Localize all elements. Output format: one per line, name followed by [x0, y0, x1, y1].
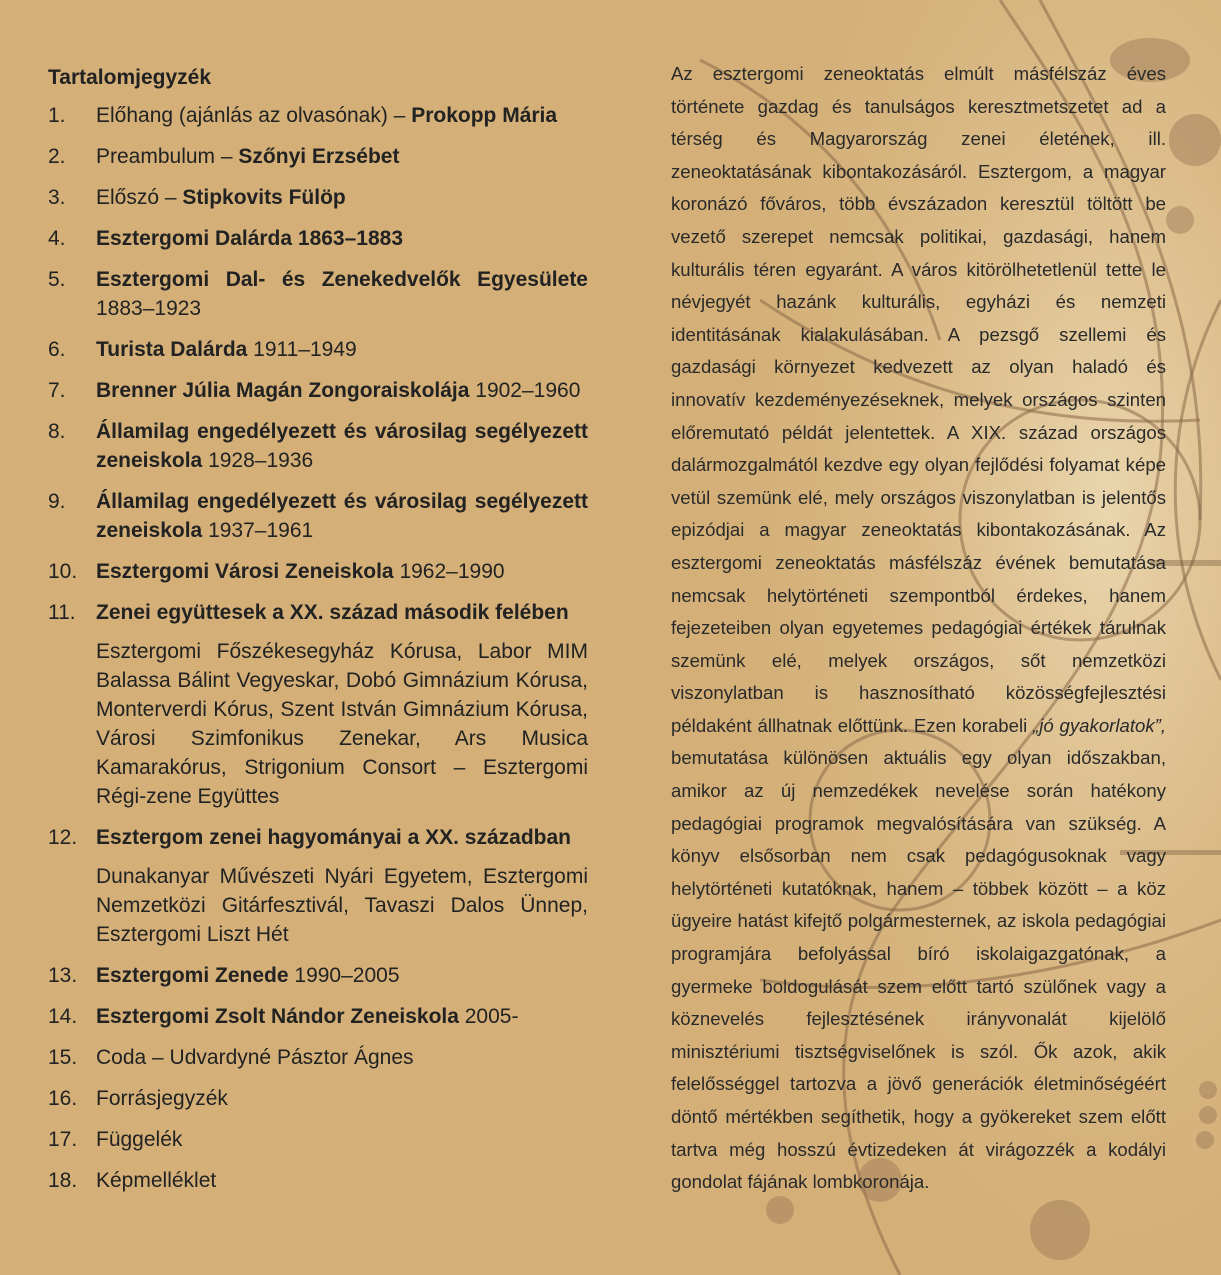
toc-item-entry	[96, 1084, 588, 1113]
toc-item-number: 11.	[48, 601, 76, 624]
toc-item	[48, 1043, 588, 1072]
toc-item	[48, 1002, 588, 1031]
toc-item-number: 10.	[48, 560, 78, 583]
toc-item-years: 1962–1990	[393, 560, 505, 583]
toc-item-number: 18.	[48, 1169, 78, 1192]
toc-item-number: 12.	[48, 826, 78, 849]
toc-item-number: 4.	[48, 227, 66, 250]
toc-title: Tartalomjegyzék	[48, 66, 212, 89]
toc-item-years: 1911–1949	[247, 338, 357, 361]
toc-item-entry	[96, 376, 588, 405]
toc-item	[48, 101, 588, 130]
toc-item-bold: Esztergom zenei hagyományai a XX. században	[96, 826, 571, 849]
toc-subentry: Dunakanyar Művészeti Nyári Egyetem, Esztergomi Nemzetközi Gitárfesztivál, Tavaszi Dalos Ünnep, Esztergomi Liszt Hét	[96, 865, 588, 946]
toc-item	[48, 823, 588, 852]
intro-text-italic: „jó gyakorlatok”,	[1033, 714, 1166, 736]
toc-item	[48, 1084, 588, 1113]
toc-item-plain: Előhang (ajánlás az olvasónak) –	[96, 104, 412, 127]
toc-item-plain: Forrásjegyzék	[96, 1087, 228, 1110]
toc-item	[48, 598, 588, 627]
toc-item	[48, 1166, 588, 1195]
toc-item-entry	[96, 1166, 588, 1195]
toc-item	[48, 224, 588, 253]
toc-item	[48, 335, 588, 364]
toc-item-number: 1.	[48, 104, 66, 127]
toc-item	[48, 1125, 588, 1154]
toc-item-bold: Esztergomi Dal- és Zenekedvelők Egyesülete	[96, 268, 588, 291]
toc-item-number: 13.	[48, 964, 78, 987]
toc-item	[48, 557, 588, 586]
table-of-contents	[48, 66, 588, 1207]
toc-item-plain: Függelék	[96, 1128, 183, 1151]
toc-item-entry	[96, 487, 588, 545]
intro-text-part2: bemutatása különösen aktuális egy olyan időszakban, amikor az új nemzedékek nevelése során hatékony pedagógiai programok megvalósítására van szükség. A könyv elsősorban nem csak pedagógusoknak vagy helytörténeti kutatóknak, hanem – többek között – a köz ügyeire hatást kifejtő polgármesternek, az iskola pedagógiai programjára befolyással bíró iskolaigazgatónak, a gyermeke boldogulását szem előtt tartó szülőnek vagy a köznevelés fejlesztésének irányvonalát kijelölő minisztériumi tisztségviselőnek is szól. Ők azok, akik felelősséggel tartozva a jövő generációk életminőségéért döntő mértékben segíthetik, hogy a gyökereket szem előtt tartva még hosszú évtizedeken át virágozzék a kodályi gondolat fájának lombkoronája.	[671, 747, 1166, 1193]
toc-item-entry	[96, 1125, 588, 1154]
toc-item-bold: Zenei együttesek a XX. század második felében	[96, 601, 569, 624]
toc-item-number: 3.	[48, 186, 66, 209]
toc-item-number: 15.	[48, 1046, 78, 1069]
toc-item-plain: Előszó –	[96, 186, 183, 209]
toc-item	[48, 265, 588, 323]
toc-item-entry	[96, 142, 588, 171]
toc-item-number: 16.	[48, 1087, 78, 1110]
toc-item-years: 1883–1923	[96, 297, 202, 320]
toc-item-number: 8.	[48, 420, 66, 443]
toc-item-bold: Esztergomi Dalárda 1863–1883	[96, 227, 404, 250]
toc-item-bold: Esztergomi Zsolt Nándor Zeneiskola	[96, 1005, 459, 1028]
toc-item-bold: Szőnyi Erzsébet	[238, 145, 400, 168]
toc-list	[48, 101, 588, 1195]
toc-item	[48, 142, 588, 171]
toc-item-number: 9.	[48, 490, 66, 513]
toc-item-years: 1937–1961	[202, 519, 314, 542]
toc-item-bold: Brenner Júlia Magán Zongoraiskolája	[96, 379, 470, 402]
toc-item-plain: Képmelléklet	[96, 1169, 217, 1192]
toc-item-entry	[96, 335, 588, 364]
toc-item-number: 2.	[48, 145, 66, 168]
toc-item-years: 2005-	[458, 1005, 519, 1028]
toc-item	[48, 961, 588, 990]
toc-item-bold: Stipkovits Fülöp	[182, 186, 346, 209]
toc-item-plain: Preambulum –	[96, 145, 239, 168]
toc-item-number: 6.	[48, 338, 66, 361]
toc-item-entry	[96, 1002, 588, 1031]
toc-item-years: 1902–1960	[469, 379, 581, 402]
toc-item	[48, 417, 588, 475]
toc-item-years: 1990–2005	[288, 964, 400, 987]
toc-item	[48, 376, 588, 405]
toc-item-plain: Coda – Udvardyné Pásztor Ágnes	[96, 1046, 414, 1069]
toc-item-bold: Esztergomi Városi Zeneiskola	[96, 560, 394, 583]
toc-item-entry	[96, 417, 588, 475]
toc-item-entry	[96, 961, 588, 990]
toc-item-years: 1928–1936	[202, 449, 314, 472]
toc-item-bold: Turista Dalárda	[96, 338, 248, 361]
toc-item-entry	[96, 224, 588, 253]
toc-item-bold: Prokopp Mária	[411, 104, 558, 127]
toc-item-entry	[96, 1043, 588, 1072]
toc-item-entry	[96, 557, 588, 586]
toc-subentry: Esztergomi Főszékesegyház Kórusa, Labor MIM Balassa Bálint Vegyeskar, Dobó Gimnázium Kórusa, Monterverdi Kórus, Szent István Gimnázium Kórusa, Városi Szimfonikus Zenekar, Ars Musica Kamarakórus, Strigonium Consort – Esztergomi Régi-zene Együttes	[96, 640, 588, 808]
toc-item-bold: Esztergomi Zenede	[96, 964, 289, 987]
intro-paragraph	[671, 58, 1166, 1199]
toc-item-entry	[96, 823, 588, 852]
toc-item-bold: Államilag engedélyezett és városilag segélyezett zeneiskola	[96, 420, 588, 472]
toc-item-entry	[96, 598, 588, 627]
toc-item-bold: Államilag engedélyezett és városilag segélyezett zeneiskola	[96, 490, 588, 542]
toc-item-number: 17.	[48, 1128, 78, 1151]
toc-item	[48, 183, 588, 212]
toc-item-entry	[96, 101, 588, 130]
toc-item-number: 5.	[48, 268, 66, 291]
toc-item-number: 7.	[48, 379, 66, 402]
toc-item-entry	[96, 265, 588, 323]
toc-item-entry	[96, 183, 588, 212]
intro-text-part1: Az esztergomi zeneoktatás elmúlt másfélszáz éves története gazdag és tanulságos keresztmetszetet ad a térség és Magyarország zenei életének, ill. zeneoktatásának kibontakozásáról. Esztergom, a magyar koronázó főváros, több évszázadon keresztül töltött be vezető szerepet nemcsak politikai, gazdasági, hanem kulturális téren egyaránt. A város kitörölhetetlenül tette le névjegyét hazánk kulturális, egyházi és nemzeti identitásának kialakulásában. A pezsgő szellemi és gazdasági környezet kedvezett az olyan haladó és innovatív kezdeményezéseknek, melyek országos szinten előremutató példát jelentettek. A XIX. század országos dalármozgalmától kezdve egy olyan fejlődési folyamat képe vetül szemünk elé, mely országos viszonylatban is jelentős epizódjai a magyar zeneoktatás kibontakozásának. Az esztergomi zeneoktatás másfélszáz évének bemutatása nemcsak helytörténeti szempontból érdekes, hanem fejezeteiben olyan egyetemes pedagógiai értékek tárulnak szemünk elé, melyek országos, sőt nemzetközi viszonylatban is hasznosítható közösségfejlesztési példaként állhatnak előttünk. Ezen korabeli	[671, 63, 1166, 736]
toc-item-number: 14.	[48, 1005, 78, 1028]
toc-item	[48, 487, 588, 545]
